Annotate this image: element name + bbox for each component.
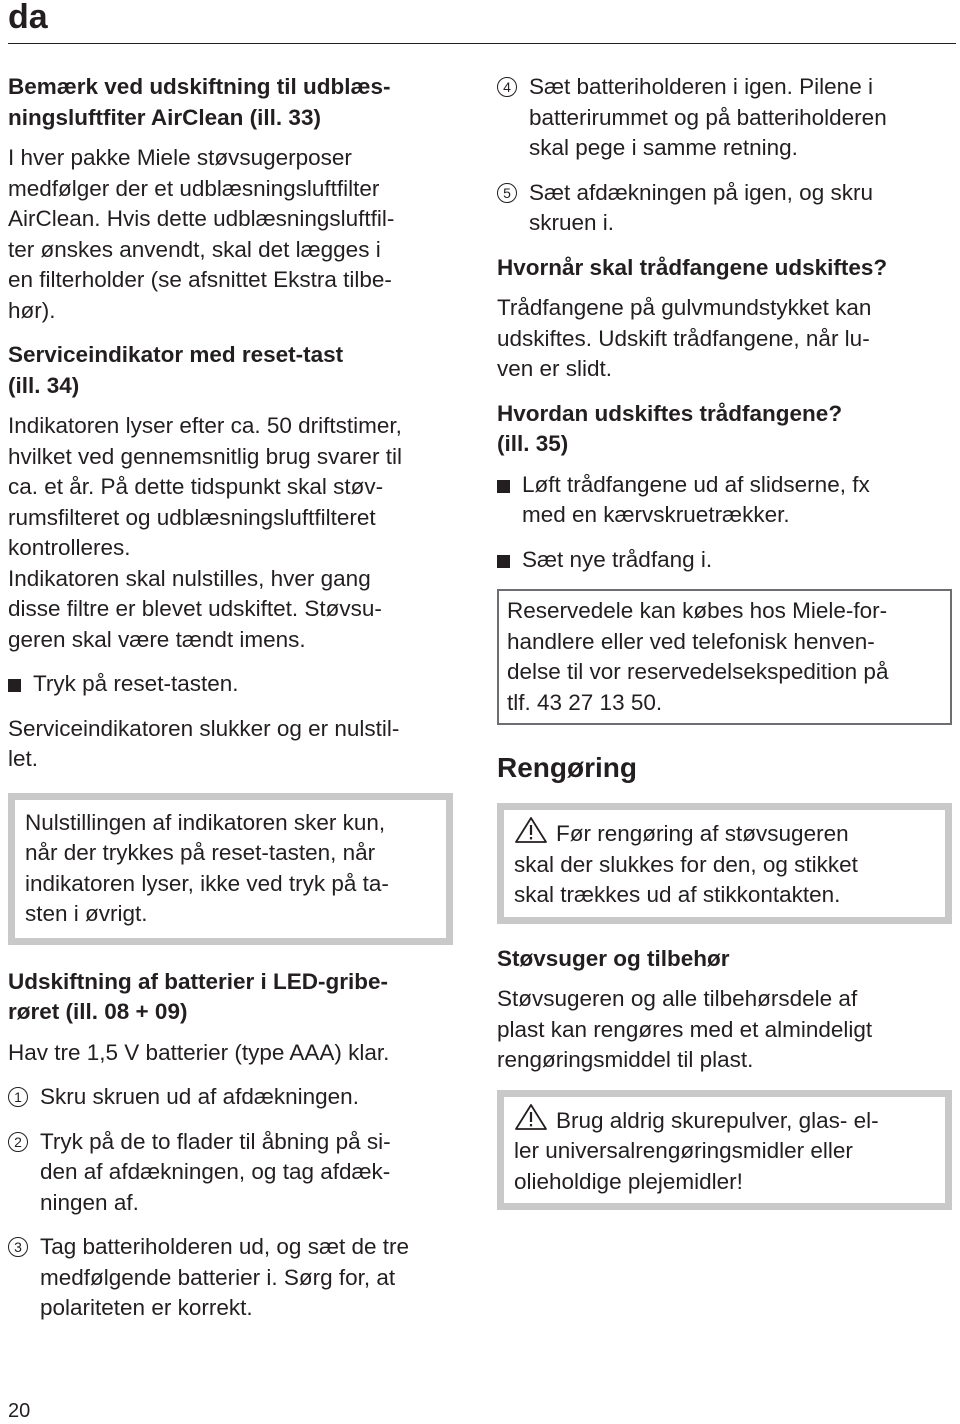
step-text: Tryk på de to flader til åbning på si-: [40, 1128, 391, 1154]
section-title-rengoering: Rengøring: [497, 752, 637, 783]
step-text: ningen af.: [40, 1189, 139, 1215]
text-line: disse filtre er blevet udskiftet. Støvsu-: [8, 596, 382, 621]
step-text: Sæt afdækningen på igen, og skru: [529, 179, 873, 205]
text-line: ca. et år. På dette tidspunkt skal støv-: [8, 474, 384, 499]
text-line: rengøringsmiddel til plast.: [497, 1047, 754, 1072]
text-line: Indikatoren lyser efter ca. 50 driftstimer,: [8, 413, 402, 438]
step-number-icon: 3: [8, 1237, 28, 1257]
text-line: let.: [8, 746, 39, 771]
step-text: polariteten er korrekt.: [40, 1295, 253, 1320]
heading-line: (ill. 34): [8, 372, 80, 398]
warning-triangle-icon: [514, 816, 548, 844]
note-line: indikatoren lyser, ikke ved tryk på ta-: [25, 870, 389, 896]
heading-line: Serviceindikator med reset-tast: [8, 342, 344, 367]
step-number-icon: 5: [497, 183, 517, 203]
step-text: medfølgende batterier i. Sørg for, at: [40, 1264, 396, 1290]
paragraph-serviceindikator: [8, 411, 470, 655]
warning-box: [497, 1090, 952, 1211]
paragraph-batterier: Hav tre 1,5 V batterier (type AAA) klar.: [8, 1039, 390, 1065]
heading-line: (ill. 35): [497, 431, 569, 456]
step-item: [8, 1232, 470, 1324]
note-line: sten i øvrigt.: [25, 901, 148, 926]
heading-stoevsuger: Støvsuger og tilbehør: [497, 945, 730, 971]
note-line: tlf. 43 27 13 50.: [507, 689, 663, 715]
step-text: skruen i.: [529, 210, 615, 235]
bullet-square-icon: [8, 679, 21, 692]
bullet-text: Løft trådfangene ud af slidserne, fx: [522, 471, 870, 497]
warning-line: Brug aldrig skurepulver, glas- el-: [556, 1107, 879, 1133]
step-text: den af afdækningen, og tag afdæk-: [40, 1159, 391, 1184]
heading-line: Bemærk ved udskiftning til udblæs-: [8, 74, 391, 99]
header-rule: [8, 43, 956, 44]
text-line: geren skal være tændt imens.: [8, 626, 306, 652]
text-line: medfølger der et udblæsningsluftfilter: [8, 175, 380, 201]
note-line: Nulstillingen af indikatoren sker kun,: [25, 809, 386, 835]
text-line: rumsfilteret og udblæsningsluftfilteret: [8, 504, 376, 530]
step-item: [8, 1127, 470, 1219]
bullet-square-icon: [497, 480, 510, 493]
warning-line: ler universalrengøringsmidler eller: [514, 1138, 853, 1163]
heading-line: røret (ill. 08 + 09): [8, 999, 188, 1024]
bullet-square-icon: [497, 555, 510, 568]
text-line: hør).: [8, 297, 56, 323]
bullet-item: [8, 669, 470, 700]
step-item: [497, 178, 952, 239]
bullet-item: [497, 470, 952, 531]
bullet-text: Sæt nye trådfang i.: [522, 546, 713, 572]
warning-line: olieholdige plejemidler!: [514, 1168, 743, 1194]
page-number: 20: [8, 1400, 31, 1422]
heading-line: Hvordan udskiftes trådfangene?: [497, 400, 843, 426]
warning-line: skal der slukkes for den, og stikket: [514, 851, 858, 877]
note-line: Reservedele kan købes hos Miele-for-: [507, 598, 888, 623]
heading-airclean: [8, 72, 470, 133]
warning-triangle-icon: [514, 1103, 548, 1131]
text-line: AirClean. Hvis dette udblæsningsluftfil-: [8, 206, 395, 231]
step-text: Skru skruen ud af afdækningen.: [40, 1084, 359, 1109]
text-line: kontrolleres.: [8, 535, 131, 560]
bullet-text: Tryk på reset-tasten.: [33, 671, 239, 696]
step-number-icon: 1: [8, 1087, 28, 1107]
warning-line: skal trækkes ud af stikkontakten.: [514, 882, 841, 907]
step-item: [497, 72, 952, 164]
right-column: [497, 72, 952, 1230]
note-box: [8, 793, 453, 945]
note-line: når der trykkes på reset-tasten, når: [25, 840, 376, 865]
left-column: [8, 72, 470, 1338]
heading-batterier: [8, 967, 470, 1028]
text-line: udskiftes. Udskift trådfangene, når lu-: [497, 325, 870, 351]
step-text: Sæt batteriholderen i igen. Pilene i: [529, 74, 873, 99]
warning-box: [497, 803, 952, 924]
step-item: [8, 1082, 470, 1113]
step-number-icon: 2: [8, 1132, 28, 1152]
text-line: en filterholder (se afsnittet Ekstra tilbe-: [8, 267, 392, 292]
text-line: hvilket ved gennemsnitlig brug svarer til: [8, 443, 402, 469]
note-line: delse til vor reservedelsekspedition på: [507, 659, 889, 684]
paragraph-traadfang: [497, 293, 952, 385]
note-line: handlere eller ved telefonisk henven-: [507, 628, 875, 654]
heading-serviceindikator: [8, 340, 470, 401]
bullet-item: [497, 545, 952, 576]
text-line: I hver pakke Miele støvsugerposer: [8, 145, 352, 170]
bullet-text: med en kærvskruetrækker.: [522, 502, 790, 527]
step-text: batterirummet og på batteriholderen: [529, 104, 887, 130]
text-line: Støvsugeren og alle tilbehørsdele af: [497, 986, 858, 1011]
paragraph-stoevsuger: [497, 984, 952, 1076]
text-line: ter ønskes anvendt, skal det lægges i: [8, 236, 381, 262]
text-line: Serviceindikatoren slukker og er nulstil-: [8, 715, 400, 741]
text-line: ven er slidt.: [497, 356, 613, 381]
note-box-reservedele: [497, 589, 952, 725]
warning-line: Før rengøring af støvsugeren: [556, 821, 849, 846]
heading-line: Udskiftning af batterier i LED-gribe-: [8, 968, 389, 994]
text-line: Trådfangene på gulvmundstykket kan: [497, 295, 872, 320]
step-number-icon: 4: [497, 77, 517, 97]
paragraph-result: [8, 714, 470, 775]
text-line: Indikatoren skal nulstilles, hver gang: [8, 565, 371, 591]
paragraph-airclean: [8, 143, 470, 326]
step-text: skal pege i samme retning.: [529, 135, 798, 160]
language-tag: da: [8, 0, 48, 36]
heading-hvordan: [497, 399, 952, 460]
heading-line: ningsluftfiter AirClean (ill. 33): [8, 104, 321, 130]
heading-hvornaar: Hvornår skal trådfangene udskiftes?: [497, 254, 888, 280]
step-text: Tag batteriholderen ud, og sæt de tre: [40, 1234, 409, 1259]
text-line: plast kan rengøres med et almindeligt: [497, 1016, 873, 1042]
